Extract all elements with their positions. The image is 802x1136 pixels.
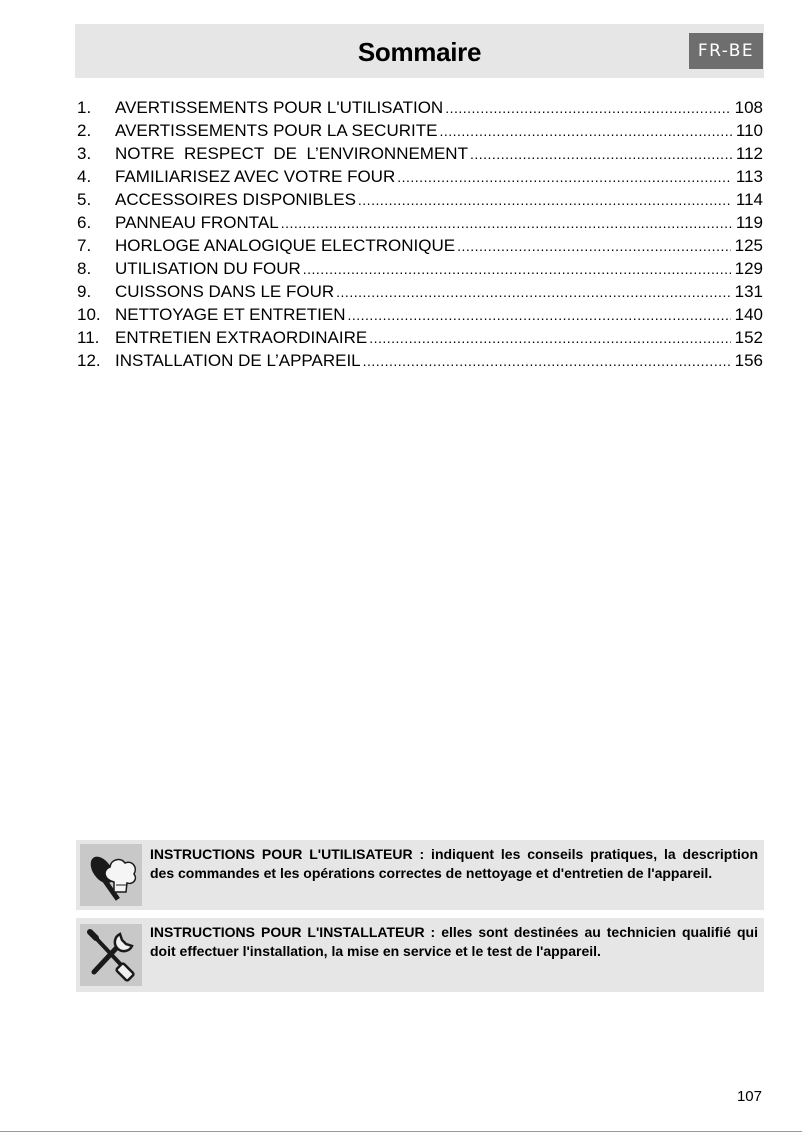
toc-entry-leader	[397, 166, 732, 189]
toc-entry-leader	[457, 235, 731, 258]
toc-entry[interactable]	[77, 142, 763, 165]
toc-entry[interactable]	[77, 280, 763, 303]
installer-instructions-box	[76, 918, 764, 992]
toc-entry-page: 140	[734, 305, 763, 324]
toc-entry-title: ENTRETIEN EXTRAORDINAIRE	[115, 328, 368, 347]
user-instructions-text: INSTRUCTIONS POUR L'UTILISATEUR : indiquent les conseils pratiques, la description des commandes et les opérations correctes de nettoyage et d'entretien de l'appareil.	[150, 846, 758, 881]
toc-entry[interactable]	[77, 303, 763, 326]
toc-entry-number: 3.	[77, 144, 92, 163]
toc-entry-page: 113	[735, 167, 763, 186]
toc-entry-number: 12.	[77, 351, 101, 370]
toc-entry-page: 129	[734, 259, 763, 278]
user-instructions-box	[76, 840, 764, 910]
toc-entry-number: 2.	[77, 121, 92, 140]
toc-entry-page: 125	[734, 236, 763, 255]
toc-entry-title: NOTRE RESPECT DE L’ENVIRONNEMENT	[115, 144, 468, 163]
toc-entry[interactable]	[77, 165, 763, 188]
bottom-divider	[0, 1131, 802, 1132]
table-of-contents	[77, 96, 763, 372]
page-number: 107	[736, 1088, 762, 1105]
toc-entry-leader	[358, 189, 732, 212]
toc-entry[interactable]	[77, 326, 763, 349]
toc-entry[interactable]	[77, 257, 763, 280]
toc-entry-number: 4.	[77, 167, 92, 186]
toc-entry-leader	[369, 327, 730, 350]
toc-entry-number: 8.	[77, 259, 92, 278]
toc-entry-number: 7.	[77, 236, 92, 255]
toc-entry-leader	[470, 143, 732, 166]
toc-entry-title: AVERTISSEMENTS POUR L'UTILISATION	[115, 98, 444, 117]
toc-entry-page: 112	[735, 144, 763, 163]
toc-entry-leader	[303, 258, 731, 281]
installer-instructions-text: INSTRUCTIONS POUR L'INSTALLATEUR : elles sont destinées au technicien qualifié qui doit effectuer l'installation, la mise en service et le test de l'appareil.	[150, 924, 758, 959]
toc-entry-number: 1.	[77, 98, 92, 117]
toc-entry-number: 9.	[77, 282, 92, 301]
toc-entry-title: UTILISATION DU FOUR	[115, 259, 301, 278]
page-title: Sommaire	[357, 37, 482, 67]
toc-entry-title: CUISSONS DANS LE FOUR	[115, 282, 335, 301]
toc-entry-title: ACCESSOIRES DISPONIBLES	[115, 190, 356, 209]
toc-entry[interactable]	[77, 234, 763, 257]
toc-entry-title: NETTOYAGE ET ENTRETIEN	[115, 305, 346, 324]
toc-entry-number: 5.	[77, 190, 92, 209]
toc-entry-title: HORLOGE ANALOGIQUE ELECTRONIQUE	[115, 236, 456, 255]
toc-entry-number: 6.	[77, 213, 92, 232]
toc-entry-leader	[363, 350, 731, 373]
toc-entry-page: 131	[734, 282, 763, 301]
toc-entry-page: 156	[734, 351, 763, 370]
toc-entry-leader	[445, 97, 730, 120]
toc-entry[interactable]	[77, 119, 763, 142]
title-bar	[75, 24, 764, 78]
toc-entry[interactable]	[77, 96, 763, 119]
chef-hat-spoon-icon	[80, 844, 142, 906]
toc-entry-page: 108	[734, 98, 763, 117]
toc-entry-leader	[439, 120, 731, 143]
toc-entry-title: FAMILIARISEZ AVEC VOTRE FOUR	[115, 167, 396, 186]
toc-entry-page: 114	[735, 190, 763, 209]
toc-entry-leader	[281, 212, 732, 235]
toc-entry-number: 10.	[77, 305, 101, 324]
toc-entry[interactable]	[77, 211, 763, 234]
toc-entry-page: 119	[735, 213, 763, 232]
toc-entry-leader	[347, 304, 730, 327]
toc-entry[interactable]	[77, 188, 763, 211]
toc-entry-title: INSTALLATION DE L’APPAREIL	[115, 351, 361, 370]
toc-entry-number: 11.	[77, 328, 100, 347]
toc-entry-title: PANNEAU FRONTAL	[115, 213, 279, 232]
language-badge: FR-BE	[689, 33, 763, 69]
toc-entry-title: AVERTISSEMENTS POUR LA SECURITE	[115, 121, 438, 140]
toc-entry-page: 152	[734, 328, 763, 347]
toc-entry-leader	[336, 281, 730, 304]
toc-entry[interactable]	[77, 349, 763, 372]
toc-entry-page: 110	[735, 121, 763, 140]
wrench-screwdriver-icon	[80, 924, 142, 986]
